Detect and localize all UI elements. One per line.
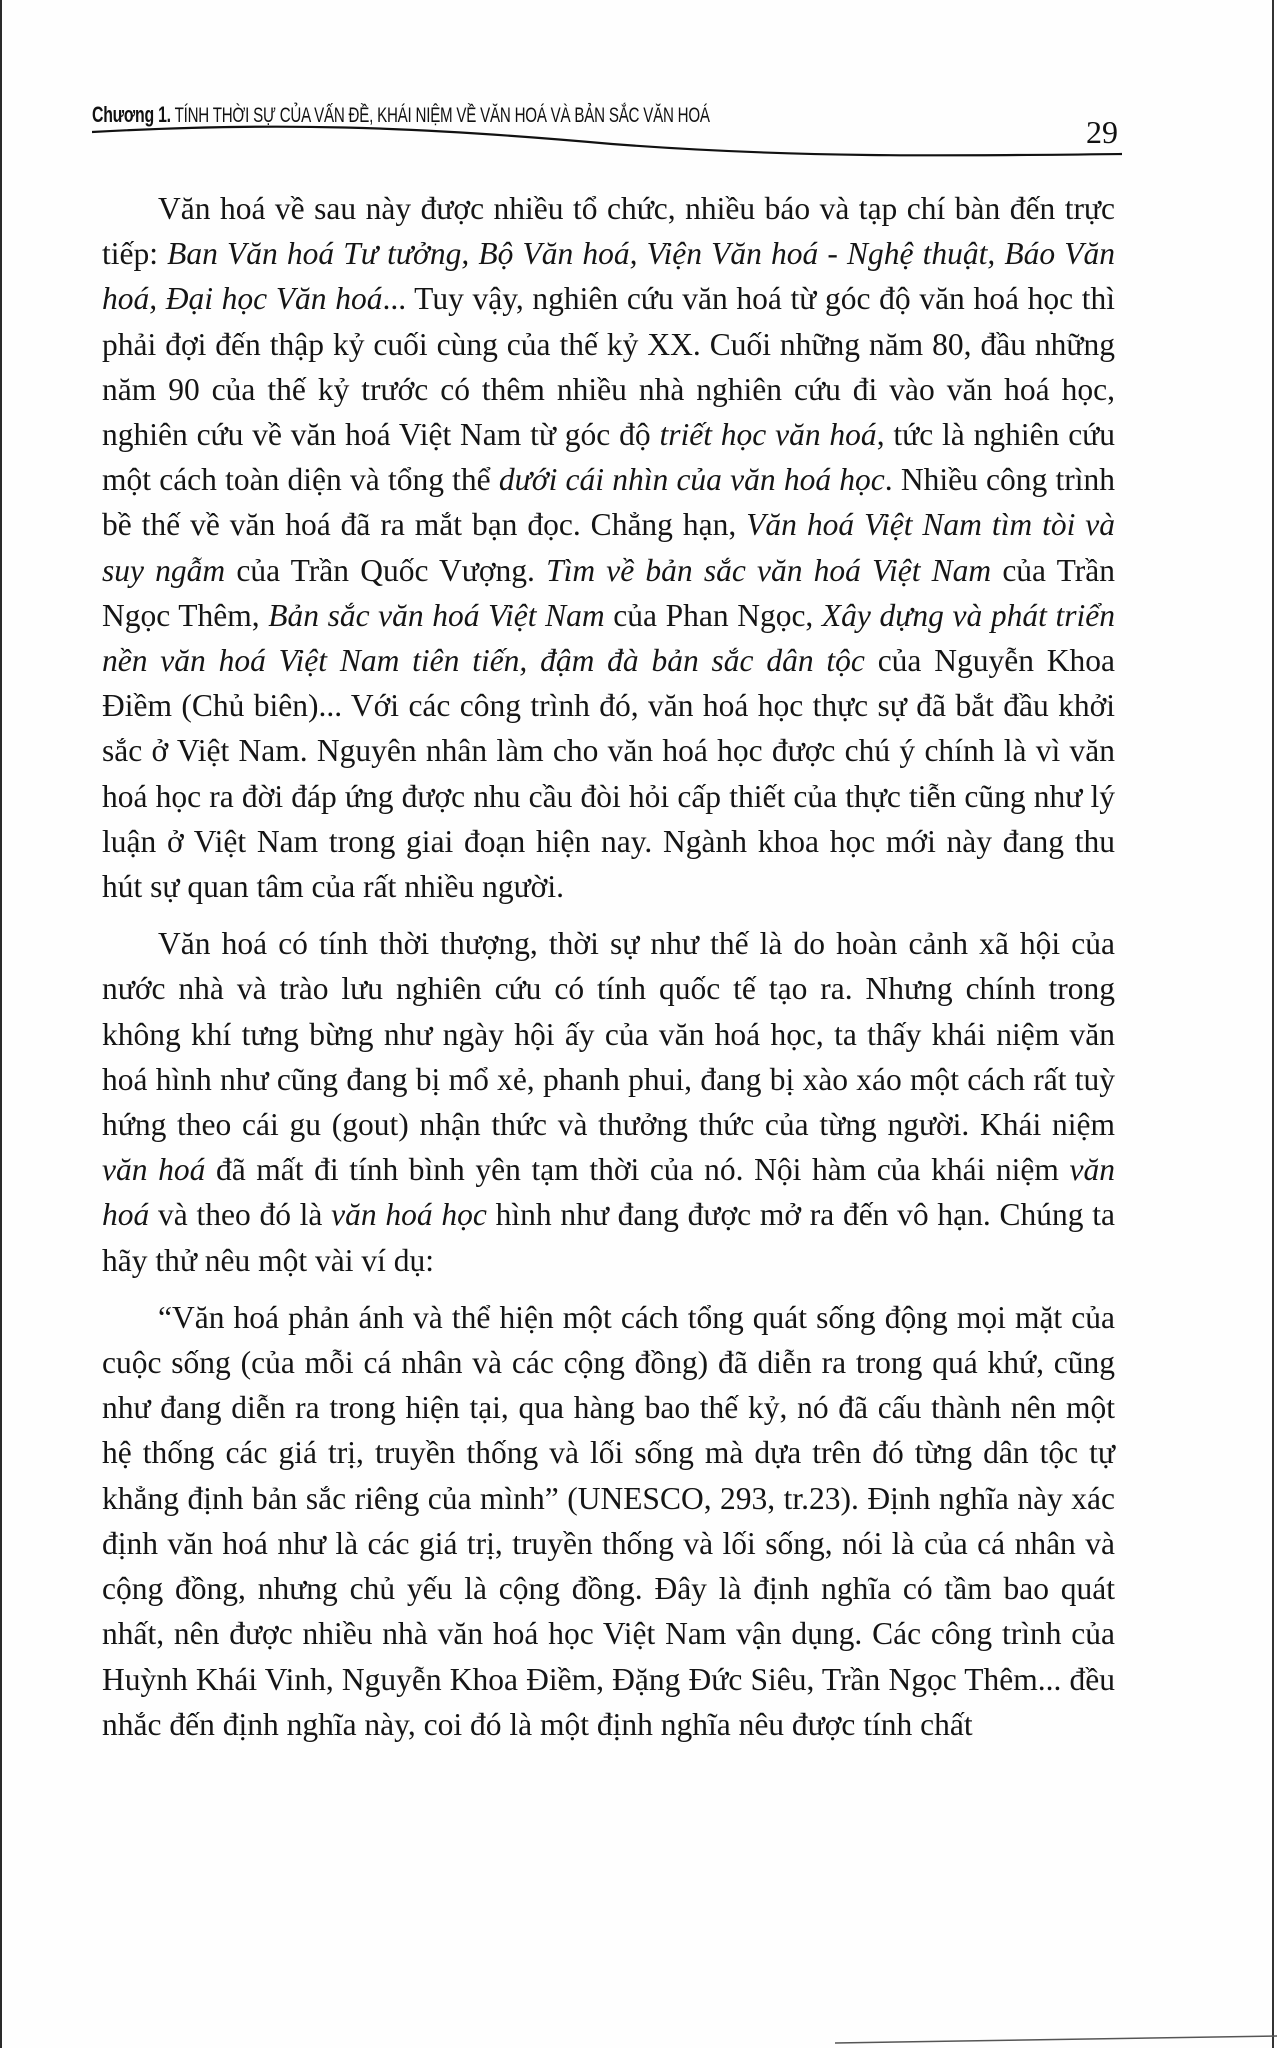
body-text — [102, 186, 1115, 1747]
body-text-run: của Nguyễn Khoa Điềm (Chủ biên)... Với các công trình đó, văn hoá học thực sự đã bắt đầu khởi sắc ở Việt Nam. Nguyên nhân làm cho văn hoá học được chú ý chính là vì văn hoá học ra đời đáp ứng được nhu cầu đòi hỏi cấp thiết của thực tiễn cũng như lý luận ở Việt Nam trong giai đoạn hiện nay. Ngành khoa học mới này đang thu hút sự quan tâm của rất nhiều người. — [102, 643, 1115, 905]
paragraph-1 — [102, 186, 1115, 909]
italic-title-text: Tìm về bản sắc văn hoá Việt Nam — [546, 552, 992, 588]
body-text-run: , tức là nghiên cứu một cách toàn diện và tổng thể — [102, 417, 1115, 498]
italic-title-text: Văn hoá Việt Nam tìm tòi và suy ngẫm — [102, 507, 1116, 588]
body-text-run: của Phan Ngọc, — [604, 597, 822, 633]
body-text-run: của Trần Quốc Vượng. — [225, 552, 547, 588]
body-text-run: đã mất đi tính bình yên tạm thời của nó. Nội hàm của khái niệm — [205, 1152, 1070, 1188]
italic-title-text: triết học văn hoá — [659, 417, 877, 453]
chapter-title: TÍNH THỜI SỰ CỦA VẤN ĐỀ, KHÁI NIỆM VỀ VĂN HOÁ VÀ BẢN SẮC VĂN HOÁ — [174, 104, 710, 127]
body-text-run: . Nhiều công trình bề thế về văn hoá đã ra mắt bạn đọc. Chẳng hạn, — [102, 462, 1115, 543]
body-text-run: Văn hoá có tính thời thượng, thời sự như thế là do hoàn cảnh xã hội của nước nhà và trào lưu nghiên cứu có tính quốc tế tạo ra. Nhưng chính trong không khí tưng bừng như ngày hội ấy của văn hoá học, ta thấy khái niệm văn hoá hình như cũng đang bị mổ xẻ, phanh phui, đang bị xào xáo một cách rất tuỳ hứng theo cái gu (gout) nhận thức và thưởng thức của từng người. Khái niệm — [102, 926, 1115, 1143]
body-text-run: “Văn hoá phản ánh và thể hiện một cách tổng quát sống động mọi mặt của cuộc sống (của mỗi cá nhân và các cộng đồng) đã diễn ra trong quá khứ, cũng như đang diễn ra trong hiện tại, qua hàng bao thế kỷ, nó đã cấu thành nên một hệ thống các giá trị, truyền thống và lối sống mà dựa trên đó từng dân tộc tự khẳng định bản sắc riêng của mình” (UNESCO, 293, tr.23). Định nghĩa này xác định văn hoá như là các giá trị, truyền thống và lối sống, nói là của cá nhân và cộng đồng, nhưng chủ yếu là cộng đồng. Đây là định nghĩa có tầm bao quát nhất, nên được nhiều nhà văn hoá học Việt Nam vận dụng. Các công trình của Huỳnh Khái Vinh, Nguyễn Khoa Điềm, Đặng Đức Siêu, Trần Ngọc Thêm... đều nhắc đến định nghĩa này, coi đó là một định nghĩa nêu được tính chất — [102, 1299, 1115, 1742]
italic-title-text: văn hoá học — [331, 1197, 487, 1233]
page-edge-left — [0, 0, 2, 2048]
body-text-run: ... Tuy vậy, nghiên cứu văn hoá từ góc độ văn hoá học thì phải đợi đến thập kỷ cuối cùng của thế kỷ XX. Cuối những năm 80, đầu những năm 90 của thế kỷ trước có thêm nhiều nhà nghiên cứu đi vào văn hoá học, nghiên cứu về văn hoá Việt Nam từ góc độ — [102, 281, 1115, 453]
running-head — [92, 96, 1122, 166]
body-text-run: và theo đó là — [149, 1197, 332, 1233]
italic-title-text: Xây dựng và phát triển nền văn hoá Việt Nam tiên tiến, đậm đà bản sắc dân tộc — [102, 597, 1115, 679]
italic-title-text: văn hoá — [102, 1152, 206, 1188]
running-head-text — [92, 102, 710, 128]
chapter-label: Chương 1. — [92, 102, 171, 127]
page-number: 29 — [1086, 114, 1118, 150]
page-edge-right — [1272, 0, 1274, 2048]
italic-title-text: văn hoá — [102, 1152, 1116, 1233]
body-text-run: của Trần Ngọc Thêm, — [102, 552, 1115, 633]
italic-title-text: Bản sắc văn hoá Việt Nam — [268, 597, 605, 633]
body-text-run: hình như đang được mở ra đến vô hạn. Chúng ta hãy thử nêu một vài ví dụ: — [102, 1197, 1115, 1278]
italic-title-text: Ban Văn hoá Tư tưởng, Bộ Văn hoá, Viện Văn hoá - Nghệ thuật, Báo Văn hoá, Đại học Văn hoá — [102, 236, 1115, 317]
italic-title-text: dưới cái nhìn của văn hoá học — [498, 462, 885, 498]
paragraph-3 — [102, 1295, 1115, 1747]
paragraph-2 — [102, 921, 1115, 1283]
body-text-run: Văn hoá về sau này được nhiều tổ chức, nhiều báo và tạp chí bàn đến trực tiếp: — [102, 191, 1115, 272]
